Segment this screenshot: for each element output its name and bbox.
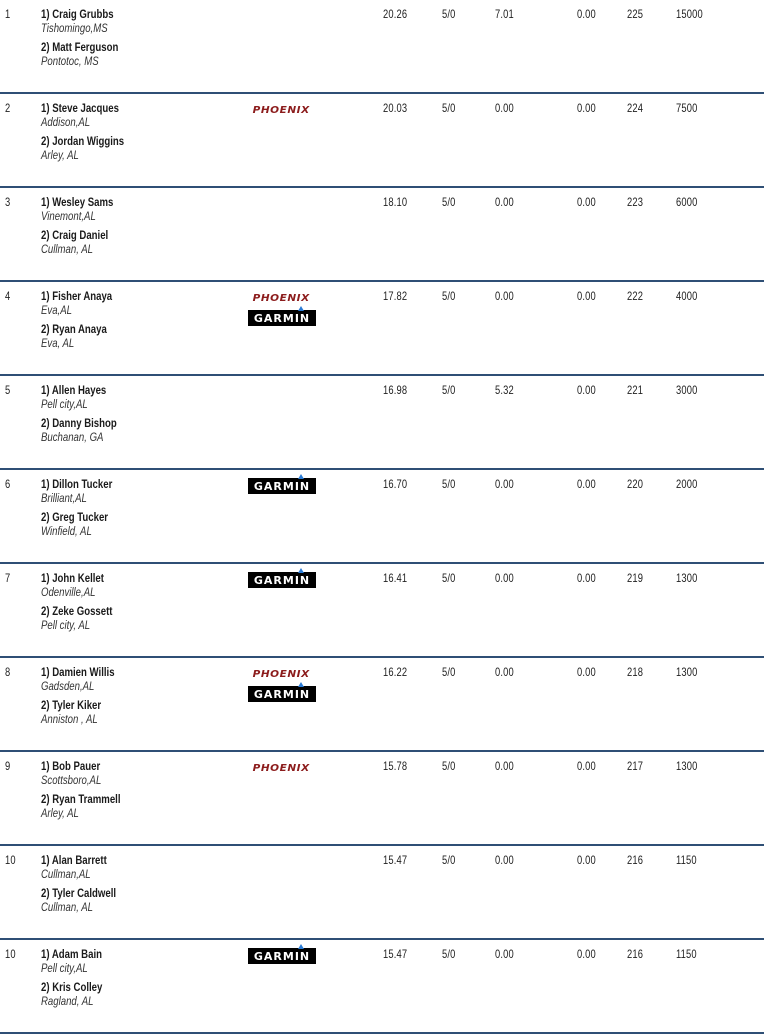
points-cell: 216	[627, 853, 644, 867]
penalty-cell: 0.00	[577, 195, 596, 209]
big-fish-cell: 0.00	[495, 571, 514, 585]
penalty-cell: 0.00	[577, 7, 596, 21]
team-cell	[41, 947, 241, 1008]
angler-1-city: Addison,AL	[41, 115, 91, 129]
fish-count-cell: 5/0	[442, 101, 456, 115]
table-row	[0, 0, 764, 94]
big-fish-cell: 0.00	[495, 853, 514, 867]
angler-1-city: Tishomingo,MS	[41, 21, 108, 35]
winnings-cell: 15000	[676, 7, 703, 21]
penalty-cell: 0.00	[577, 759, 596, 773]
winnings-cell: 3000	[676, 383, 698, 397]
phoenix-logo: PHOENIX	[252, 104, 310, 116]
place-cell: 4	[5, 289, 11, 303]
angler-1-name[interactable]: 1) Damien Willis	[41, 665, 115, 679]
penalty-cell: 0.00	[577, 477, 596, 491]
angler-2-name[interactable]: 2) Danny Bishop	[41, 416, 117, 430]
angler-1-city: Scottsboro,AL	[41, 773, 102, 787]
place-cell: 6	[5, 477, 11, 491]
table-row	[0, 564, 764, 658]
table-row	[0, 470, 764, 564]
weight-cell: 16.70	[383, 477, 408, 491]
angler-1-name[interactable]: 1) Adam Bain	[41, 947, 102, 961]
points-cell: 221	[627, 383, 644, 397]
angler-2-city: Pontotoc, MS	[41, 54, 99, 68]
winnings-cell: 1150	[676, 947, 697, 961]
points-cell: 219	[627, 571, 644, 585]
fish-count-cell: 5/0	[442, 383, 456, 397]
angler-1-city: Cullman,AL	[41, 867, 91, 881]
sponsor-logos	[248, 290, 320, 332]
big-fish-cell: 0.00	[495, 477, 514, 491]
points-cell: 220	[627, 477, 644, 491]
winnings-cell: 1300	[676, 759, 698, 773]
penalty-cell: 0.00	[577, 665, 596, 679]
table-row	[0, 94, 764, 188]
angler-1-city: Brilliant,AL	[41, 491, 87, 505]
place-cell: 1	[5, 7, 11, 21]
angler-2-name[interactable]: 2) Ryan Trammell	[41, 792, 121, 806]
angler-2-city: Cullman, AL	[41, 242, 93, 256]
angler-1-city: Eva,AL	[41, 303, 72, 317]
angler-2-city: Ragland, AL	[41, 994, 94, 1008]
table-row	[0, 846, 764, 940]
weight-cell: 17.82	[383, 289, 408, 303]
weight-cell: 18.10	[383, 195, 408, 209]
angler-2-name[interactable]: 2) Craig Daniel	[41, 228, 109, 242]
penalty-cell: 0.00	[577, 947, 596, 961]
big-fish-cell: 0.00	[495, 759, 514, 773]
garmin-logo: GARMIN	[248, 686, 316, 702]
table-row	[0, 282, 764, 376]
garmin-logo: GARMIN	[248, 310, 316, 326]
weight-cell: 20.26	[383, 7, 408, 21]
winnings-cell: 1150	[676, 853, 697, 867]
phoenix-logo: PHOENIX	[252, 292, 310, 304]
garmin-logo: GARMIN	[248, 572, 316, 588]
penalty-cell: 0.00	[577, 853, 596, 867]
angler-1-name[interactable]: 1) Bob Pauer	[41, 759, 101, 773]
team-cell	[41, 759, 241, 820]
points-cell: 223	[627, 195, 644, 209]
big-fish-cell: 0.00	[495, 947, 514, 961]
fish-count-cell: 5/0	[442, 759, 456, 773]
penalty-cell: 0.00	[577, 383, 596, 397]
points-cell: 224	[627, 101, 644, 115]
table-row	[0, 188, 764, 282]
angler-2-city: Eva, AL	[41, 336, 75, 350]
angler-1-name[interactable]: 1) Fisher Anaya	[41, 289, 113, 303]
team-cell	[41, 289, 241, 350]
weight-cell: 15.47	[383, 853, 408, 867]
penalty-cell: 0.00	[577, 289, 596, 303]
place-cell: 3	[5, 195, 11, 209]
place-cell: 8	[5, 665, 11, 679]
winnings-cell: 1300	[676, 571, 698, 585]
angler-2-name[interactable]: 2) Tyler Caldwell	[41, 886, 117, 900]
angler-1-city: Pell city,AL	[41, 961, 88, 975]
angler-1-name[interactable]: 1) Wesley Sams	[41, 195, 114, 209]
angler-1-city: Odenville,AL	[41, 585, 96, 599]
angler-2-city: Arley, AL	[41, 148, 79, 162]
fish-count-cell: 5/0	[442, 195, 456, 209]
place-cell: 9	[5, 759, 11, 773]
angler-2-city: Buchanan, GA	[41, 430, 104, 444]
angler-2-name[interactable]: 2) Greg Tucker	[41, 510, 109, 524]
weight-cell: 20.03	[383, 101, 408, 115]
big-fish-cell: 7.01	[495, 7, 514, 21]
angler-2-name[interactable]: 2) Jordan Wiggins	[41, 134, 125, 148]
big-fish-cell: 0.00	[495, 101, 514, 115]
table-row	[0, 658, 764, 752]
fish-count-cell: 5/0	[442, 665, 456, 679]
winnings-cell: 7500	[676, 101, 698, 115]
fish-count-cell: 5/0	[442, 7, 456, 21]
place-cell: 10	[5, 947, 16, 961]
big-fish-cell: 0.00	[495, 289, 514, 303]
team-cell	[41, 7, 241, 68]
weight-cell: 16.41	[383, 571, 408, 585]
place-cell: 7	[5, 571, 11, 585]
sponsor-logos	[248, 666, 320, 708]
winnings-cell: 4000	[676, 289, 698, 303]
angler-2-name[interactable]: 2) Ryan Anaya	[41, 322, 107, 336]
angler-1-name[interactable]: 1) Alan Barrett	[41, 853, 107, 867]
sponsor-logos	[248, 478, 320, 500]
team-cell	[41, 665, 241, 726]
table-row	[0, 940, 764, 1034]
angler-2-city: Winfield, AL	[41, 524, 92, 538]
place-cell: 5	[5, 383, 11, 397]
garmin-logo: GARMIN	[248, 478, 316, 494]
fish-count-cell: 5/0	[442, 853, 456, 867]
angler-2-name[interactable]: 2) Matt Ferguson	[41, 40, 119, 54]
team-cell	[41, 853, 241, 914]
sponsor-logos	[248, 572, 320, 594]
winnings-cell: 2000	[676, 477, 698, 491]
team-cell	[41, 101, 241, 162]
angler-2-name[interactable]: 2) Kris Colley	[41, 980, 103, 994]
winnings-cell: 6000	[676, 195, 698, 209]
points-cell: 218	[627, 665, 644, 679]
place-cell: 10	[5, 853, 16, 867]
phoenix-logo: PHOENIX	[252, 668, 310, 680]
angler-2-city: Cullman, AL	[41, 900, 93, 914]
team-cell	[41, 383, 241, 444]
team-cell	[41, 477, 241, 538]
table-row	[0, 752, 764, 846]
angler-1-name[interactable]: 1) Allen Hayes	[41, 383, 107, 397]
weight-cell: 15.78	[383, 759, 408, 773]
weight-cell: 15.47	[383, 947, 408, 961]
penalty-cell: 0.00	[577, 101, 596, 115]
angler-1-city: Vinemont,AL	[41, 209, 96, 223]
points-cell: 216	[627, 947, 644, 961]
angler-2-city: Pell city, AL	[41, 618, 91, 632]
angler-1-name[interactable]: 1) Dillon Tucker	[41, 477, 113, 491]
place-cell: 2	[5, 101, 11, 115]
winnings-cell: 1300	[676, 665, 698, 679]
angler-1-name[interactable]: 1) Craig Grubbs	[41, 7, 114, 21]
angler-1-city: Gadsden,AL	[41, 679, 95, 693]
sponsor-logos	[248, 948, 320, 970]
big-fish-cell: 0.00	[495, 665, 514, 679]
penalty-cell: 0.00	[577, 571, 596, 585]
angler-1-city: Pell city,AL	[41, 397, 88, 411]
team-cell	[41, 195, 241, 256]
weight-cell: 16.98	[383, 383, 408, 397]
angler-1-name[interactable]: 1) Steve Jacques	[41, 101, 119, 115]
angler-2-name[interactable]: 2) Tyler Kiker	[41, 698, 102, 712]
angler-2-city: Anniston , AL	[41, 712, 98, 726]
points-cell: 222	[627, 289, 644, 303]
team-cell	[41, 571, 241, 632]
phoenix-logo: PHOENIX	[252, 762, 310, 774]
big-fish-cell: 5.32	[495, 383, 514, 397]
fish-count-cell: 5/0	[442, 289, 456, 303]
sponsor-logos	[248, 102, 320, 122]
points-cell: 225	[627, 7, 644, 21]
weight-cell: 16.22	[383, 665, 408, 679]
fish-count-cell: 5/0	[442, 477, 456, 491]
fish-count-cell: 5/0	[442, 947, 456, 961]
fish-count-cell: 5/0	[442, 571, 456, 585]
points-cell: 217	[627, 759, 644, 773]
angler-2-city: Arley, AL	[41, 806, 79, 820]
table-row	[0, 376, 764, 470]
big-fish-cell: 0.00	[495, 195, 514, 209]
garmin-logo: GARMIN	[248, 948, 316, 964]
sponsor-logos	[248, 760, 320, 780]
angler-1-name[interactable]: 1) John Kellet	[41, 571, 104, 585]
angler-2-name[interactable]: 2) Zeke Gossett	[41, 604, 113, 618]
